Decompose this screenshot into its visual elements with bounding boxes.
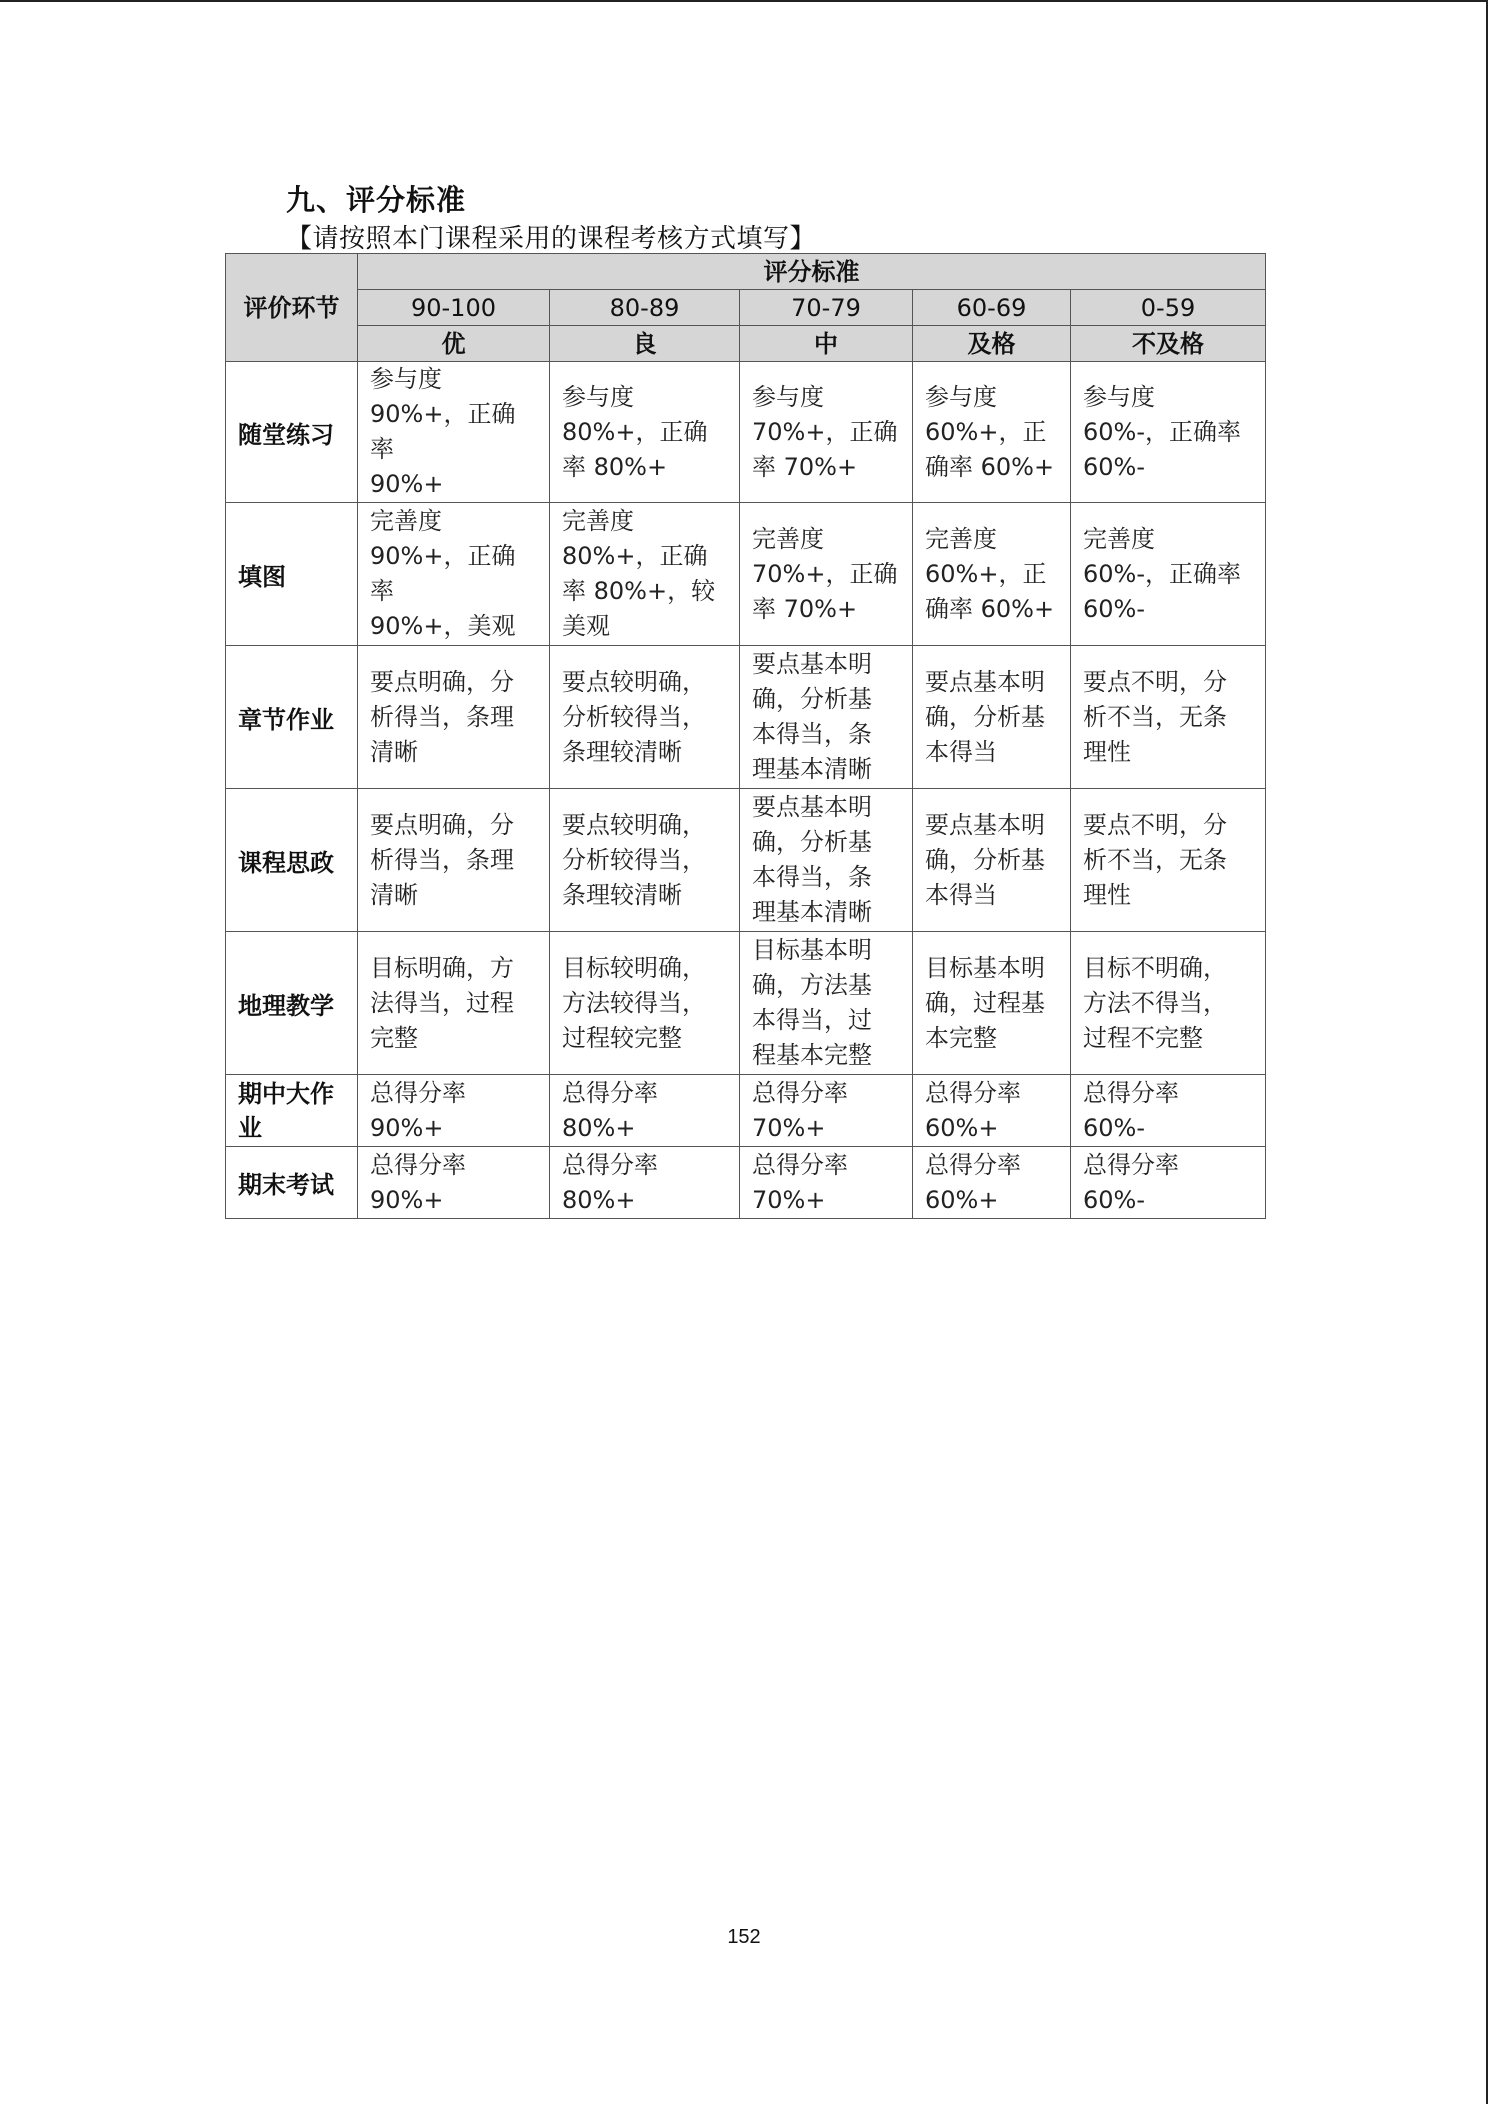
- table-row: [226, 932, 1266, 1075]
- corner-header: 评价环节: [226, 254, 358, 362]
- header-row-ranges: [226, 290, 1266, 326]
- table-cell: 完善度 60%-，正确率 60%-: [1071, 503, 1266, 646]
- grade-header: 不及格: [1071, 326, 1266, 362]
- page-number: 152: [727, 1926, 761, 1948]
- range-header: 70-79: [740, 290, 913, 326]
- table-cell: 要点基本明 确，分析基 本得当: [913, 646, 1071, 789]
- table-cell: 要点较明确， 分析较得当， 条理较清晰: [550, 646, 740, 789]
- table-cell: 完善度 70%+，正确 率 70%+: [740, 503, 913, 646]
- range-header: 60-69: [913, 290, 1071, 326]
- table-cell: 总得分率 70%+: [740, 1075, 913, 1147]
- grading-table: [225, 253, 1266, 1219]
- group-header: 评分标准: [358, 254, 1266, 290]
- range-header: 0-59: [1071, 290, 1266, 326]
- table-cell: 目标基本明 确，过程基 本完整: [913, 932, 1071, 1075]
- table-cell: 总得分率 70%+: [740, 1147, 913, 1219]
- table-cell: 目标较明确， 方法较得当， 过程较完整: [550, 932, 740, 1075]
- table-cell: 完善度 80%+，正确 率 80%+，较 美观: [550, 503, 740, 646]
- table-cell: 总得分率 80%+: [550, 1147, 740, 1219]
- table-cell: 参与度 90%+，正确率 90%+: [358, 362, 550, 503]
- table-cell: 总得分率 80%+: [550, 1075, 740, 1147]
- grade-header: 中: [740, 326, 913, 362]
- table-row: [226, 503, 1266, 646]
- row-label: 期末考试: [226, 1147, 358, 1219]
- row-label: 课程思政: [226, 789, 358, 932]
- table-cell: 总得分率 60%+: [913, 1147, 1071, 1219]
- section-title: 九、评分标准: [286, 183, 467, 217]
- row-label: 章节作业: [226, 646, 358, 789]
- table-cell: 要点不明，分 析不当，无条 理性: [1071, 789, 1266, 932]
- table-row: [226, 1075, 1266, 1147]
- table-cell: 总得分率 90%+: [358, 1147, 550, 1219]
- grade-header: 优: [358, 326, 550, 362]
- table-cell: 目标明确，方 法得当，过程 完整: [358, 932, 550, 1075]
- table-cell: 要点不明，分 析不当，无条 理性: [1071, 646, 1266, 789]
- range-header: 90-100: [358, 290, 550, 326]
- table-cell: 要点基本明 确，分析基 本得当，条 理基本清晰: [740, 789, 913, 932]
- table-cell: 要点明确，分 析得当，条理 清晰: [358, 789, 550, 932]
- table-cell: 目标基本明 确，方法基 本得当，过 程基本完整: [740, 932, 913, 1075]
- table-cell: 完善度 90%+，正确率 90%+，美观: [358, 503, 550, 646]
- table-cell: 要点较明确， 分析较得当， 条理较清晰: [550, 789, 740, 932]
- table-cell: 总得分率 60%+: [913, 1075, 1071, 1147]
- table-cell: 要点明确，分 析得当，条理 清晰: [358, 646, 550, 789]
- table-row: [226, 362, 1266, 503]
- table-cell: 要点基本明 确，分析基 本得当，条 理基本清晰: [740, 646, 913, 789]
- row-label: 填图: [226, 503, 358, 646]
- table-cell: 要点基本明 确，分析基 本得当: [913, 789, 1071, 932]
- table-cell: 总得分率 90%+: [358, 1075, 550, 1147]
- table-cell: 总得分率 60%-: [1071, 1075, 1266, 1147]
- grade-header: 良: [550, 326, 740, 362]
- table-row: [226, 1147, 1266, 1219]
- table-cell: 总得分率 60%-: [1071, 1147, 1266, 1219]
- table-cell: 参与度 60%-，正确率 60%-: [1071, 362, 1266, 503]
- row-label: 地理教学: [226, 932, 358, 1075]
- header-row-grades: [226, 326, 1266, 362]
- row-label: 期中大作 业: [226, 1075, 358, 1147]
- table-row: [226, 789, 1266, 932]
- row-label: 随堂练习: [226, 362, 358, 503]
- section-note: 【请按照本门课程采用的课程考核方式填写】: [286, 224, 817, 254]
- table-cell: 参与度 80%+，正确 率 80%+: [550, 362, 740, 503]
- table-row: [226, 646, 1266, 789]
- table-cell: 参与度 70%+，正确 率 70%+: [740, 362, 913, 503]
- header-row-group: [226, 254, 1266, 290]
- range-header: 80-89: [550, 290, 740, 326]
- table-cell: 参与度 60%+，正 确率 60%+: [913, 362, 1071, 503]
- grade-header: 及格: [913, 326, 1071, 362]
- table-cell: 完善度 60%+，正 确率 60%+: [913, 503, 1071, 646]
- table-cell: 目标不明确， 方法不得当， 过程不完整: [1071, 932, 1266, 1075]
